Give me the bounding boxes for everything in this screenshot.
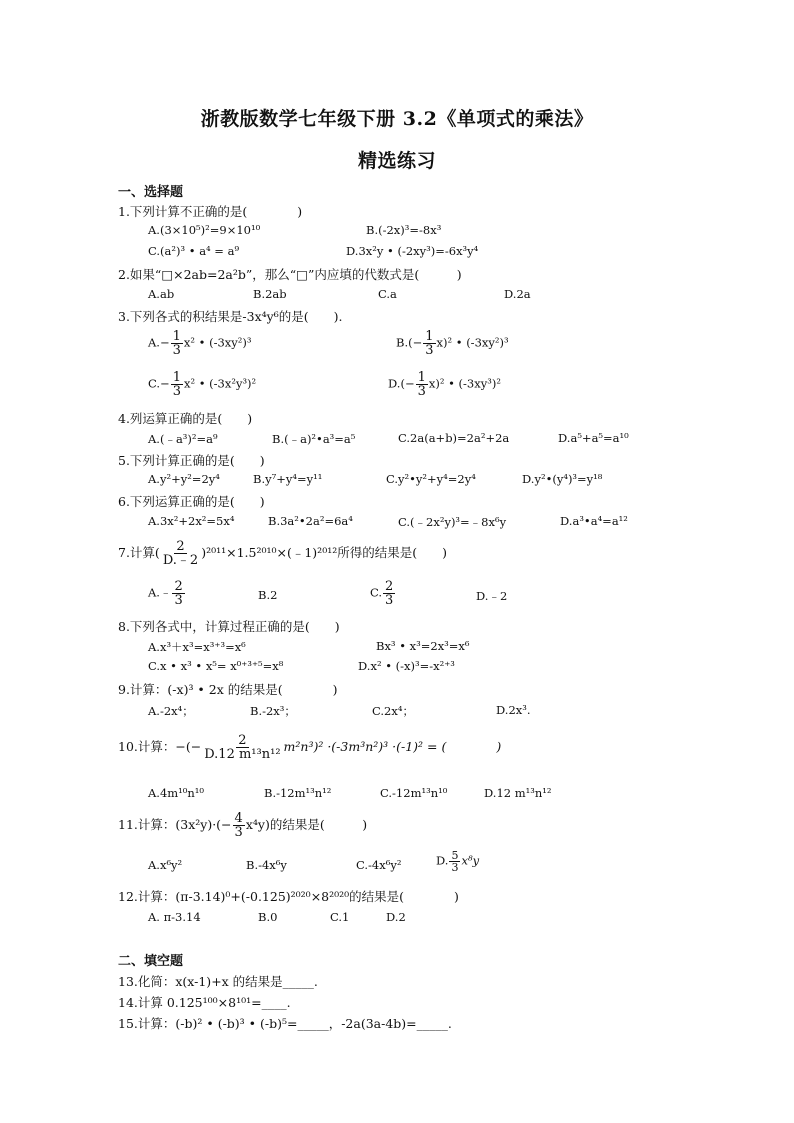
q10-option-a: A.4m¹⁰n¹⁰ (148, 786, 205, 800)
question-14: 14.计算 0.125¹⁰⁰×8¹⁰¹=____. (118, 995, 291, 1010)
question-15: 15.计算：(-b)² • (-b)³ • (-b)⁵=_____，-2a(3a-4b)=_____. (118, 1016, 452, 1031)
q1-option-a: A.(3×10⁵)²=9×10¹⁰ (148, 223, 261, 237)
q9-option-b: B.-2x³； (250, 704, 296, 718)
q5-option-a: A.y²+y²=2y⁴ (148, 472, 220, 486)
q2-option-a: A.ab (148, 287, 175, 301)
fraction: $\frac{1}{3}$ (417, 370, 426, 399)
q5-option-b: B.y⁷+y⁴=y¹¹ (253, 472, 323, 486)
q10-option-d: D.12 m¹³n¹² (484, 786, 552, 800)
q7-option-d: D.﹣2 (476, 589, 508, 603)
q8-option-c: C.x • x³ • x⁵= x⁰⁺³⁺⁵=x⁸ (148, 659, 284, 673)
question-1: 1.下列计算不正确的是( ) (118, 204, 303, 219)
q9-option-a: A.-2x⁴； (148, 704, 194, 718)
q4-option-c: C.2a(a+b)=2a²+2a (398, 431, 510, 445)
q12-option-d: D.2 (386, 910, 406, 924)
question-11: 11.计算：(3x²y)·(− $\frac{4}{3}$ x⁴y)的结果是( ) (118, 811, 368, 840)
q7-option-c: C. $\frac{2}{3}$ (370, 579, 394, 608)
q3-option-a: A.− $\frac{1}{3}$ x² • (-3xy²)³ (148, 329, 252, 358)
q4-option-a: A.(﹣a³)²=a⁹ (148, 432, 218, 446)
q2-option-b: B.2ab (253, 287, 287, 301)
question-10: 10.计算：−(− $\frac{2}{\text{D.12 m¹³n¹²}}$ m²n³)² ·(-3m³n²)³ ·(-1)² = ( ) (118, 733, 502, 762)
q5-option-d: D.y²•(y⁴)³=y¹⁸ (522, 472, 603, 486)
q2-option-c: C.a (378, 287, 397, 301)
q5-option-c: C.y²•y²+y⁴=2y⁴ (386, 472, 476, 486)
section-heading-choice: 一、选择题 (118, 185, 184, 200)
q9-option-d: D.2x³. (496, 703, 531, 717)
q9-option-c: C.2x⁴； (372, 704, 414, 718)
q3-option-c: C.− $\frac{1}{3}$ x² • (-3x²y³)² (148, 370, 257, 399)
q11-option-a: A.x⁶y² (148, 858, 183, 872)
question-6: 6.下列运算正确的是( ) (118, 494, 265, 509)
page-subtitle: 精选练习 (357, 150, 436, 172)
question-12: 12.计算：(π-3.14)⁰+(-0.125)²⁰²⁰×8²⁰²⁰的结果是( ) (118, 889, 459, 904)
q12-option-b: B.0 (258, 910, 278, 924)
q11-option-d: D. $\frac{5}{3}$ x⁸y (436, 849, 480, 874)
q6-option-a: A.3x²+2x²=5x⁴ (148, 514, 235, 528)
question-7: 7.计算( $\frac{2}{D.﹣2}$ )²⁰¹¹×1.5²⁰¹⁰×(﹣1)²⁰¹²所得的结果是( ) (118, 539, 447, 568)
fraction: $\frac{1}{3}$ (172, 329, 181, 358)
q6-option-b: B.3a²•2a²=6a⁴ (268, 514, 353, 528)
q7-option-a: A.﹣ $\frac{2}{3}$ (148, 579, 183, 608)
q8-option-d: D.x² • (-x)³=-x²⁺³ (358, 659, 455, 673)
fraction: $\frac{2}{D.﹣2}$ (162, 539, 199, 568)
q2-option-d: D.2a (504, 287, 531, 301)
question-8: 8.下列各式中，计算过程正确的是( ) (118, 619, 340, 634)
q12-option-c: C.1 (330, 910, 350, 924)
fraction: $\frac{1}{3}$ (172, 370, 181, 399)
q8-option-a: A.x³＋x³=x³⁺³=x⁶ (148, 640, 246, 654)
q1-option-b: B.(-2x)³=-8x³ (366, 223, 442, 237)
section-heading-fill: 二、填空题 (118, 954, 184, 969)
fraction: $\frac{4}{3}$ (234, 811, 243, 840)
fraction: $\frac{1}{3}$ (425, 329, 434, 358)
q4-option-b: B.(﹣a)²•a³=a⁵ (272, 432, 356, 446)
q3-option-b: B.(− $\frac{1}{3}$ x)² • (-3xy²)³ (396, 329, 509, 358)
question-4: 4.列运算正确的是( ) (118, 411, 253, 426)
q8-option-b: Bx³ • x³=2x³=x⁶ (376, 639, 470, 653)
question-9: 9.计算：(-x)³ • 2x 的结果是( ) (118, 682, 338, 697)
fraction: $\frac{2}{3}$ (385, 579, 394, 608)
q6-option-c: C.(﹣2x²y)³=﹣8x⁶y (398, 515, 507, 529)
q10-option-b: B.-12m¹³n¹² (264, 786, 332, 800)
q6-option-d: D.a³•a⁴=a¹² (560, 514, 628, 528)
q12-option-a: A. π-3.14 (148, 910, 201, 924)
fraction: $\frac{5}{3}$ (451, 849, 459, 874)
q10-option-c: C.-12m¹³n¹⁰ (380, 786, 448, 800)
q4-option-d: D.a⁵+a⁵=a¹⁰ (558, 431, 629, 445)
q3-option-d: D.(− $\frac{1}{3}$ x)² • (-3xy³)² (388, 370, 501, 399)
question-13: 13.化简：x(x-1)+x 的结果是_____. (118, 974, 318, 989)
q1-option-d: D.3x²y • (-2xy³)=-6x³y⁴ (346, 244, 479, 258)
question-2: 2.如果“□×2ab=2a²b”，那么“□”内应填的代数式是( ) (118, 267, 462, 282)
q7-option-b: B.2 (258, 588, 278, 602)
question-5: 5.下列计算正确的是( ) (118, 453, 265, 468)
q11-option-c: C.-4x⁶y² (356, 858, 402, 872)
fraction: $\frac{2}{\text{D.12 m¹³n¹²}}$ (204, 733, 281, 762)
fraction: $\frac{2}{3}$ (174, 579, 183, 608)
q1-option-c: C.(a²)³ • a⁴ = a⁹ (148, 244, 240, 258)
question-3: 3.下列各式的积结果是-3x⁴y⁶的是( ). (118, 309, 343, 324)
page-title: 浙教版数学七年级下册 3.2《单项式的乘法》 (200, 108, 594, 130)
q11-option-b: B.-4x⁶y (246, 858, 287, 872)
